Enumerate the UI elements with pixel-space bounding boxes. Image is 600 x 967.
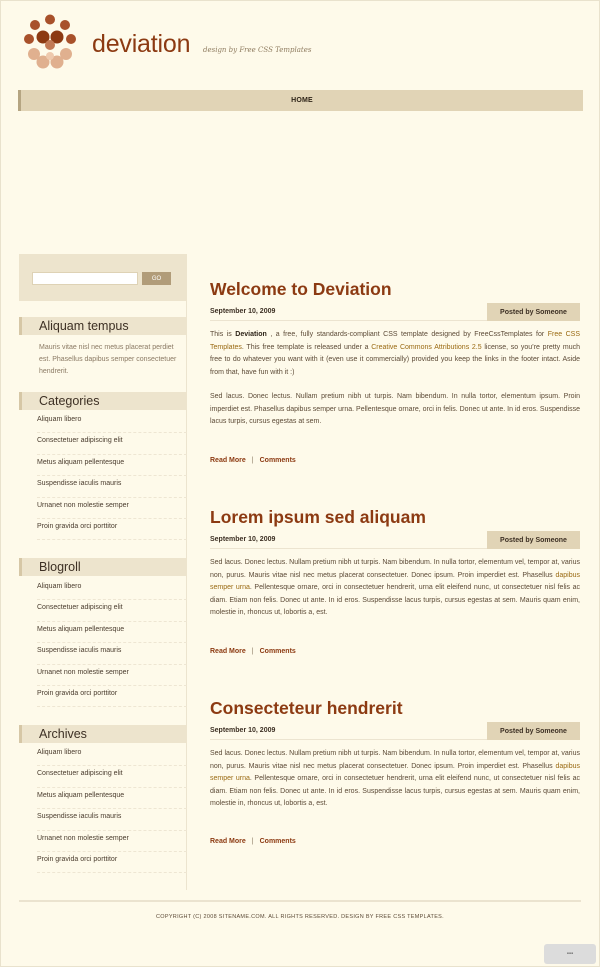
- read-more-link[interactable]: Read More: [210, 648, 246, 655]
- read-more-link[interactable]: Read More: [210, 838, 246, 845]
- sidebar-heading-archives: Archives: [19, 725, 187, 743]
- dapibus-link[interactable]: dapibus semper urna: [210, 571, 580, 591]
- dapibus-link[interactable]: dapibus semper urna: [210, 762, 580, 782]
- category-link[interactable]: Metus aliquam pellentesque: [37, 455, 187, 476]
- archives-list: [37, 745, 187, 873]
- post: [210, 279, 580, 469]
- post-meta: [210, 531, 580, 549]
- blogroll-link[interactable]: Proin gravida orci porttitor: [37, 686, 187, 707]
- archive-link[interactable]: Urnanet non molestie semper: [37, 831, 187, 852]
- archive-link[interactable]: Proin gravida orci porttitor: [37, 852, 187, 873]
- post-body: [210, 748, 580, 823]
- post-body: [210, 329, 580, 441]
- post-author-badge: Posted by Someone: [487, 531, 580, 549]
- blogroll-link[interactable]: Suspendisse iaculis mauris: [37, 643, 187, 664]
- archive-link[interactable]: Aliquam libero: [37, 745, 187, 766]
- archive-link[interactable]: Consectetuer adipiscing elit: [37, 766, 187, 787]
- archive-link[interactable]: Metus aliquam pellentesque: [37, 788, 187, 809]
- comments-link[interactable]: Comments: [259, 457, 296, 464]
- post-author-badge: Posted by Someone: [487, 303, 580, 321]
- logo-flower-icon[interactable]: [19, 14, 81, 72]
- intro-text: . This free template is released under a: [241, 343, 372, 351]
- comments-link[interactable]: Comments: [259, 838, 296, 845]
- free-css-templates-link[interactable]: Free CSS Templates: [210, 331, 581, 351]
- post-text: Sed lacus. Donec lectus. Nullam pretium nibh ut turpis. Nam bibendum. In nulla tortor, elementum vel, tempor at, varius non, purus. Mauris vitae nisl nec metus placerat consectetuer. Donec ipsum. Proin imperdiet est. Phasellus: [210, 559, 580, 579]
- intro-text: license, so you’re pretty much free to do whatever you want with it (even use it commercially) provided you keep the links in the footer intact. Aside from that, have fun with it :): [210, 343, 580, 376]
- search-button[interactable]: GO: [142, 272, 171, 285]
- post-date: September 10, 2009: [210, 536, 276, 543]
- corner-watermark-badge: ▪▪▪: [544, 944, 596, 964]
- blogroll-list: [37, 579, 187, 707]
- search-input[interactable]: [32, 272, 138, 285]
- post-title[interactable]: Welcome to Deviation: [210, 279, 392, 299]
- post-author-badge: Posted by Someone: [487, 722, 580, 740]
- link-separator: |: [251, 838, 254, 845]
- category-link[interactable]: Proin gravida orci porttitor: [37, 519, 187, 540]
- post-title[interactable]: Lorem ipsum sed aliquam: [210, 507, 426, 527]
- site-tagline: design by Free CSS Templates: [203, 46, 312, 54]
- post-meta: [210, 722, 580, 740]
- post-paragraph: [210, 557, 580, 620]
- post-text: . Pellentesque ornare, orci in consectetuer hendrerit, urna elit eleifend nunc, ut consectetuer nisl felis ac diam. Etiam non felis. Donec ut ante. In id eros. Suspendisse lacus turpis, cursus egestas at sem. Mauris quam enim, molestie in, rhoncus ut, lobortis a, est.: [210, 584, 581, 616]
- link-separator: |: [251, 648, 254, 655]
- site-title[interactable]: deviation: [92, 30, 191, 58]
- post-paragraph: Sed lacus. Donec lectus. Nullam pretium nibh ut turpis. Nam bibendum. In nulla tortor, elementum ipsum. Proin imperdiet est. Phasellus dapibus semper urna. Pellentesque ornare, orci in felis. Donec ut ante. In id eros. Suspendisse lacus turpis, cursus egestas at sem.: [210, 393, 580, 425]
- post: [210, 698, 580, 858]
- post-title[interactable]: Consecteteur hendrerit: [210, 698, 403, 718]
- post-links: [210, 457, 296, 464]
- blogroll-link[interactable]: Consectetuer adipiscing elit: [37, 600, 187, 621]
- post-meta: [210, 303, 580, 321]
- category-link[interactable]: Urnanet non molestie semper: [37, 498, 187, 519]
- intro-text: This is: [210, 331, 236, 338]
- archive-link[interactable]: Suspendisse iaculis mauris: [37, 809, 187, 830]
- sidebar-heading-categories: Categories: [19, 392, 187, 410]
- read-more-link[interactable]: Read More: [210, 457, 246, 464]
- menu-item-home[interactable]: HOME: [291, 97, 313, 104]
- sidebar-about-text: Mauris vitae nisl nec metus placerat perdiet est. Phasellus dapibus semper consectetuer hendrerit.: [39, 344, 177, 375]
- blogroll-link[interactable]: Aliquam libero: [37, 579, 187, 600]
- category-link[interactable]: Suspendisse iaculis mauris: [37, 476, 187, 497]
- post-intro-paragraph: [210, 329, 580, 379]
- blogroll-link[interactable]: Urnanet non molestie semper: [37, 665, 187, 686]
- post-paragraph: [210, 748, 580, 811]
- creative-commons-link[interactable]: Creative Commons Attributions 2.5: [371, 343, 482, 351]
- search-box: [19, 254, 187, 301]
- sidebar: [19, 254, 187, 890]
- sidebar-heading-blogroll: Blogroll: [19, 558, 187, 576]
- post-date: September 10, 2009: [210, 727, 276, 734]
- footer-divider: [19, 900, 581, 902]
- category-link[interactable]: Aliquam libero: [37, 412, 187, 433]
- intro-text: , a free, fully standards-compliant CSS template designed by FreeCssTemplates for: [266, 331, 548, 338]
- main-menu-bar: [18, 90, 583, 111]
- category-link[interactable]: Consectetuer adipiscing elit: [37, 433, 187, 454]
- post-text: . Pellentesque ornare, orci in consectetuer hendrerit, urna elit eleifend nunc, ut consectetuer nisl felis ac diam. Etiam non felis. Donec ut ante. In id eros. Suspendisse lacus turpis, cursus egestas at sem. Mauris quam enim, molestie in, rhoncus ut, lobortis a, est.: [210, 775, 581, 807]
- footer-copyright: COPYRIGHT (C) 2008 SITENAME.COM. ALL RIGHTS RESERVED. DESIGN BY FREE CSS TEMPLATES.: [156, 914, 444, 920]
- post-date: September 10, 2009: [210, 308, 276, 315]
- sidebar-heading-about: Aliquam tempus: [19, 317, 187, 335]
- post: [210, 507, 580, 667]
- blogroll-link[interactable]: Metus aliquam pellentesque: [37, 622, 187, 643]
- intro-bold-name: Deviation: [235, 331, 267, 338]
- post-links: [210, 838, 296, 845]
- categories-list: [37, 412, 187, 540]
- post-links: [210, 648, 296, 655]
- comments-link[interactable]: Comments: [259, 648, 296, 655]
- post-text: Sed lacus. Donec lectus. Nullam pretium nibh ut turpis. Nam bibendum. In nulla tortor, elementum vel, tempor at, varius non, purus. Mauris vitae nisl nec metus placerat consectetuer. Donec ipsum. Proin imperdiet est. Phasellus: [210, 750, 580, 770]
- link-separator: |: [251, 457, 254, 464]
- post-body: [210, 557, 580, 632]
